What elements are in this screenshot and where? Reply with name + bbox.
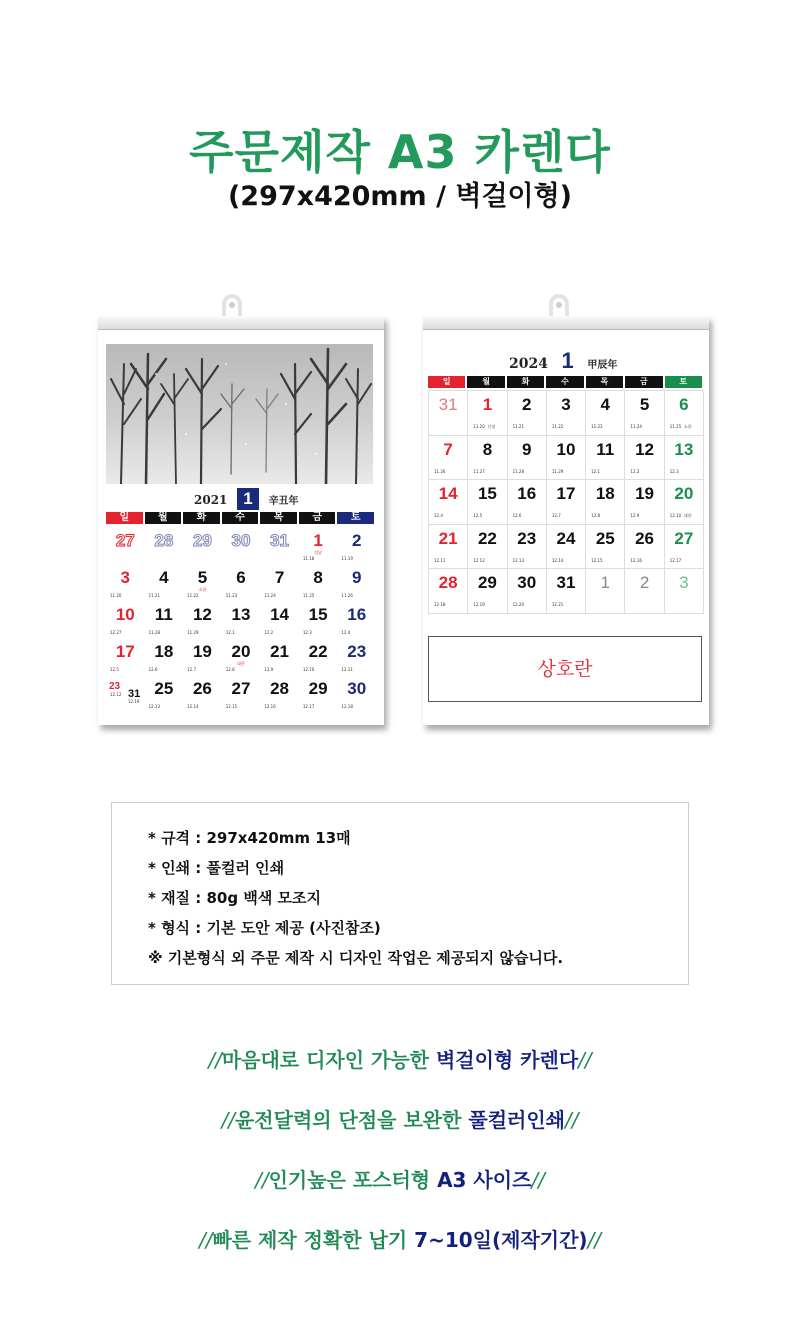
tagline: //마음대로 디자인 가능한 벽걸이형 카렌다// [208,1048,592,1072]
date-cell [106,641,145,678]
date-cell [665,436,704,481]
date-number: 30 [231,531,251,550]
date-cell [337,567,376,604]
tagline: //윤전달력의 단점을 보완한 풀컬러인쇄// [221,1108,579,1132]
date-cell [222,530,261,567]
date-number: 14 [270,605,290,624]
date-number: 30 [347,679,367,698]
calendar-header [509,348,649,374]
date-number: 19 [635,484,655,503]
date-cell [586,480,625,525]
calendar-era: 甲辰年 [587,360,618,371]
date-number: 23 [109,681,121,692]
weekday-row [106,512,376,524]
date-number: 18 [595,484,615,503]
date-cell [508,569,547,614]
date-cell [260,567,299,604]
lunar-date: 12.17 [302,704,315,709]
date-cell [183,678,222,715]
lunar-date: 12.27 [110,630,122,635]
date-number: 27 [674,528,694,548]
date-number: 29 [192,531,212,550]
weekday-label: 토 [337,512,374,524]
calendar-year: 2024 [509,356,548,372]
lunar-date: 12.18 [434,602,446,607]
weekday-label: 목 [260,512,297,524]
lunar-date: 12.19 [473,602,485,607]
date-cell [547,480,586,525]
date-cell [429,391,468,436]
date-cell [586,569,625,614]
lunar-date: 11.27 [473,468,485,474]
lunar-date: 12.7 [551,513,561,518]
lunar-date: 12.15 [225,704,238,709]
date-cell [625,391,664,436]
date-cell [183,530,222,567]
lunar-date: 12.3 [669,468,679,474]
date-number: 1 [600,573,611,592]
date-cell [468,391,507,436]
date-number: 9 [521,439,532,459]
date-number: 17 [556,484,576,503]
date-cell [145,678,184,715]
weekday-label: 화 [507,376,544,388]
date-cell [299,604,338,641]
lunar-date: 12.1 [591,468,601,474]
date-cell [299,641,338,678]
lunar-date: 11.28 [148,630,161,635]
holiday-label: 대한 [237,661,245,666]
date-cell [586,525,625,570]
date-cell [145,641,184,678]
date-number: 12 [192,605,212,624]
date-cell [665,525,704,570]
lunar-date: 11.28 [512,468,525,474]
date-cell [429,480,468,525]
spec-material: * 재질 : 80g 백색 모조지 [148,889,321,907]
date-grid [106,530,376,715]
date-cell [508,480,547,525]
date-number: 22 [477,528,497,548]
lunar-date: 12.6 [148,667,158,672]
date-number: 1 [482,395,493,414]
date-cell [586,436,625,481]
date-number: 19 [192,642,212,661]
lunar-date: 12.12 [473,557,485,563]
date-cell [183,567,222,604]
date-cell [106,678,145,715]
date-cell [665,569,704,614]
date-cell [508,525,547,570]
date-number: 4 [159,568,169,587]
lunar-date: 12.11 [341,667,353,672]
date-number: 20 [674,484,694,503]
lunar-date: 12.10 [669,513,682,518]
lunar-date: 12.8 [591,513,601,518]
date-number: 10 [556,439,576,459]
date-number: 3 [561,395,571,414]
date-cell [547,391,586,436]
holiday-label: 대한 [683,513,692,518]
weekday-label: 일 [106,512,143,524]
lunar-date: 12.5 [473,513,483,518]
date-number: 25 [154,679,174,698]
date-cell [625,436,664,481]
calendar-header [194,488,314,510]
page-subtitle: (297x420mm / 벽걸이형) [227,181,573,212]
date-number: 13 [231,605,251,624]
spec-size: * 규격 : 297x420mm 13매 [148,829,351,847]
date-number: 7 [274,568,285,587]
date-cell [429,525,468,570]
lunar-date: 12.16 [264,704,276,709]
lunar-date: 12.18 [341,704,353,709]
date-cell [665,391,704,436]
lunar-date: 12.6 [512,513,522,518]
date-number: 22 [308,642,328,661]
date-number: 13 [674,439,694,459]
lunar-date: 12.5 [110,667,119,672]
date-number: 15 [308,605,328,624]
date-number: 17 [115,642,135,661]
date-number: 26 [635,528,655,548]
feature-taglines [0,1043,800,1283]
lunar-date: 11.25 [669,424,682,429]
lunar-date: 12.12 [110,692,122,697]
date-cell [299,678,338,715]
date-number: 31 [438,395,458,414]
date-cell [468,525,507,570]
hanging-rod [423,316,709,330]
date-cell [547,525,586,570]
date-cell [468,569,507,614]
page-title: 주문제작 A3 카렌다 [189,125,611,179]
lunar-date: 11.18 [302,556,315,561]
weekday-label: 월 [145,512,182,524]
lunar-date: 11.29 [551,468,564,474]
date-cell [337,678,376,715]
lunar-date: 12.15 [591,557,603,563]
lunar-date: 11.25 [302,593,315,598]
date-cell [429,569,468,614]
calendar-month: 1 [237,488,259,510]
date-cell [625,569,664,614]
lunar-date: 12.21 [551,602,564,607]
date-number: 27 [231,679,251,698]
weekday-label: 금 [625,376,662,388]
date-cell [260,641,299,678]
weekday-label: 화 [183,512,220,524]
date-number: 2 [639,573,650,592]
lunar-date: 12.14 [187,704,199,709]
lunar-date: 12.4 [341,630,351,635]
lunar-date: 12.19 [128,699,140,704]
date-cell [145,567,184,604]
weekday-row [428,376,704,388]
date-number: 16 [347,605,367,624]
lunar-date: 12.14 [551,557,564,563]
date-number: 16 [517,484,537,503]
date-cell [106,567,145,604]
lunar-date: 11.29 [187,630,199,635]
lunar-date: 12.16 [630,557,642,563]
holiday-label: 신정 [487,424,496,429]
date-cell [508,391,547,436]
date-cell [299,530,338,567]
date-number: 8 [482,439,493,459]
spec-notice: ※ 기본형식 외 주문 제작 시 디자인 작업은 제공되지 않습니다. [148,949,564,967]
lunar-date: 11.24 [630,424,642,429]
date-cell [145,530,184,567]
date-number: 21 [270,642,290,661]
holiday-label: 소한 [683,424,692,429]
date-cell [337,641,376,678]
lunar-date: 11.26 [341,593,353,598]
date-number: 12 [635,439,655,459]
calendar-month: 1 [561,348,574,373]
date-number: 9 [351,568,362,587]
lunar-date: 11.21 [148,593,161,598]
lunar-date: 12.2 [264,630,274,635]
date-number: 28 [270,679,290,698]
date-number: 31 [556,573,576,592]
date-cell [106,604,145,641]
date-cell [665,480,704,525]
holiday-label: 설날 [314,550,322,555]
lunar-date: 11.26 [434,468,446,474]
date-number: 15 [477,484,497,503]
winter-forest-photo [106,344,373,484]
spec-format: * 형식 : 기본 도안 제공 (사진참조) [148,919,381,937]
date-number: 6 [679,395,689,414]
lunar-date: 11.23 [225,593,238,598]
lunar-date: 11.23 [591,424,603,429]
lunar-date: 11.24 [264,593,276,598]
date-cell [299,567,338,604]
date-cell [145,604,184,641]
lunar-date: 12.8 [225,667,235,672]
lunar-date: 12.1 [225,630,235,635]
company-name-box: 상호란 [428,636,702,702]
date-cell [625,525,664,570]
date-number: 11 [596,439,615,459]
tagline: //빠른 제작 정확한 납기 7~10일(제작기간)// [198,1228,602,1252]
date-number: 10 [115,605,135,624]
date-number: 26 [192,679,212,698]
date-number: 6 [236,568,246,587]
date-cell [183,641,222,678]
date-number: 3 [679,573,689,592]
date-cell [547,569,586,614]
calendar-year: 2021 [194,493,228,507]
date-number: 23 [517,528,537,548]
date-number: 5 [639,395,650,414]
weekday-label: 수 [546,376,583,388]
date-cell [337,530,376,567]
holiday-label: 소한 [198,587,207,592]
date-number: 21 [438,528,458,548]
date-number: 24 [556,528,576,548]
date-number: 1 [313,531,323,550]
date-cell [222,678,261,715]
weekday-label: 금 [299,512,336,524]
date-cell [260,678,299,715]
lunar-date: 12.13 [512,557,525,563]
date-cell [106,530,145,567]
date-cell [260,604,299,641]
date-grid [428,390,704,614]
date-number: 11 [154,605,173,624]
lunar-date: 11.22 [187,593,199,598]
date-number: 25 [595,528,615,548]
date-number: 23 [347,642,367,661]
date-cell [222,604,261,641]
lunar-date: 12.9 [264,667,274,672]
weekday-label: 일 [428,376,465,388]
spec-print: * 인쇄 : 풀컬러 인쇄 [148,859,285,877]
date-cell [222,567,261,604]
date-cell [183,604,222,641]
spec-box [111,802,689,985]
date-number: 31 [128,688,141,700]
lunar-date: 12.13 [148,704,161,709]
date-number: 18 [154,642,174,661]
date-number: 29 [477,573,497,592]
weekday-label: 토 [665,376,702,388]
lunar-date: 12.2 [630,468,640,474]
lunar-date: 12.4 [434,513,443,518]
date-number: 20 [231,642,251,661]
weekday-label: 월 [467,376,504,388]
lunar-date: 12.9 [630,513,640,518]
date-number: 29 [308,679,328,698]
hanging-rod [98,316,384,330]
date-cell [625,480,664,525]
lunar-date: 11.19 [341,556,353,561]
lunar-date: 12.17 [669,557,682,563]
date-cell [429,436,468,481]
calendar-era: 辛丑年 [268,496,299,507]
date-cell [468,480,507,525]
lunar-date: 11.21 [512,424,525,429]
date-number: 3 [120,568,131,587]
date-number: 27 [115,531,135,550]
lunar-date: 11.22 [551,424,564,429]
date-cell [547,436,586,481]
lunar-date: 11.20 [110,593,122,598]
date-cell [222,641,261,678]
lunar-date: 12.10 [302,667,315,672]
lunar-date: 12.3 [302,630,312,635]
weekday-label: 수 [222,512,259,524]
tagline: //인기높은 포스터형 A3 사이즈// [255,1168,545,1192]
date-number: 28 [154,531,174,550]
date-cell [260,530,299,567]
lunar-date: 11.20 [473,424,485,429]
date-number: 28 [438,573,458,592]
date-number: 2 [351,531,362,550]
lunar-date: 12.20 [512,602,525,607]
lunar-date: 12.11 [434,557,446,563]
date-cell [508,436,547,481]
calendar-2021 [98,316,384,725]
date-number: 7 [443,439,453,459]
date-number: 2 [521,395,532,414]
date-number: 31 [270,531,290,550]
date-cell [586,391,625,436]
date-cell [468,436,507,481]
date-number: 30 [517,573,537,592]
date-number: 14 [438,484,458,503]
date-number: 8 [313,568,323,587]
lunar-date: 12.7 [187,667,197,672]
date-cell [337,604,376,641]
date-number: 4 [600,395,611,414]
weekday-label: 목 [586,376,623,388]
date-number: 5 [197,568,208,587]
